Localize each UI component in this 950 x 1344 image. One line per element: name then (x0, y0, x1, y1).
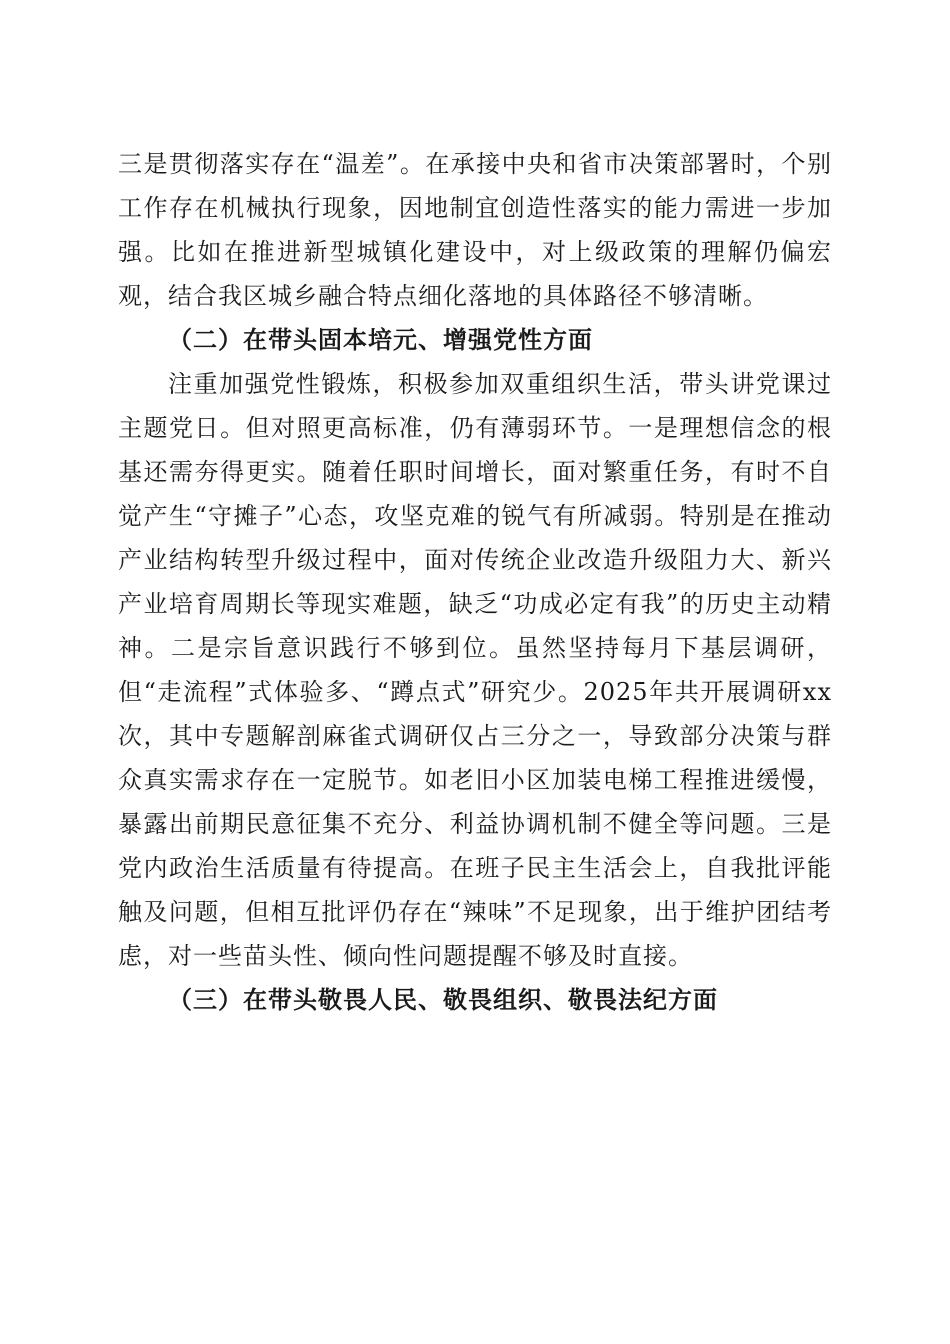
section-heading-party-spirit: （二）在带头固本培元、增强党性方面 (168, 325, 593, 354)
paragraph-party-spirit: 注重加强党性锻炼，积极参加双重组织生活，带头讲党课过主题党日。但对照更高标准，仍有薄弱环节。一是理想信念的根基还需夯得更实。随着任职时间增长，面对繁重任务，有时不自觉产生“守摊子”心态，攻坚克难的锐气有所减弱。特别是在推动产业结构转型升级过程中，面对传统企业改造升级阻力大、新兴产业培育周期长等现实难题，缺乏“功成必定有我”的历史主动精神。二是宗旨意识践行不够到位。虽然坚持每月下基层调研，但“走流程”式体验多、“蹲点式”研究少。2025年共开展调研xx次，其中专题解剖麻雀式调研仅占三分之一，导致部分决策与群众真实需求存在一定脱节。如老旧小区加装电梯工程推进缓慢，暴露出前期民意征集不充分、利益协调机制不健全等问题。三是党内政治生活质量有待提高。在班子民主生活会上，自我批评能触及问题，但相互批评仍存在“辣味”不足现象，出于维护团结考虑，对一些苗头性、倾向性问题提醒不够及时直接。 (118, 370, 832, 970)
document-body (118, 142, 832, 1022)
section-heading-reverence: （三）在带头敬畏人民、敬畏组织、敬畏法纪方面 (168, 985, 718, 1014)
paragraph-implementation-gap: 三是贯彻落实存在“温差”。在承接中央和省市决策部署时，个别工作存在机械执行现象，因地制宜创造性落实的能力需进一步加强。比如在推进新型城镇化建设中，对上级政策的理解仍偏宏观，结合我区城乡融合特点细化落地的具体路径不够清晰。 (118, 150, 832, 310)
